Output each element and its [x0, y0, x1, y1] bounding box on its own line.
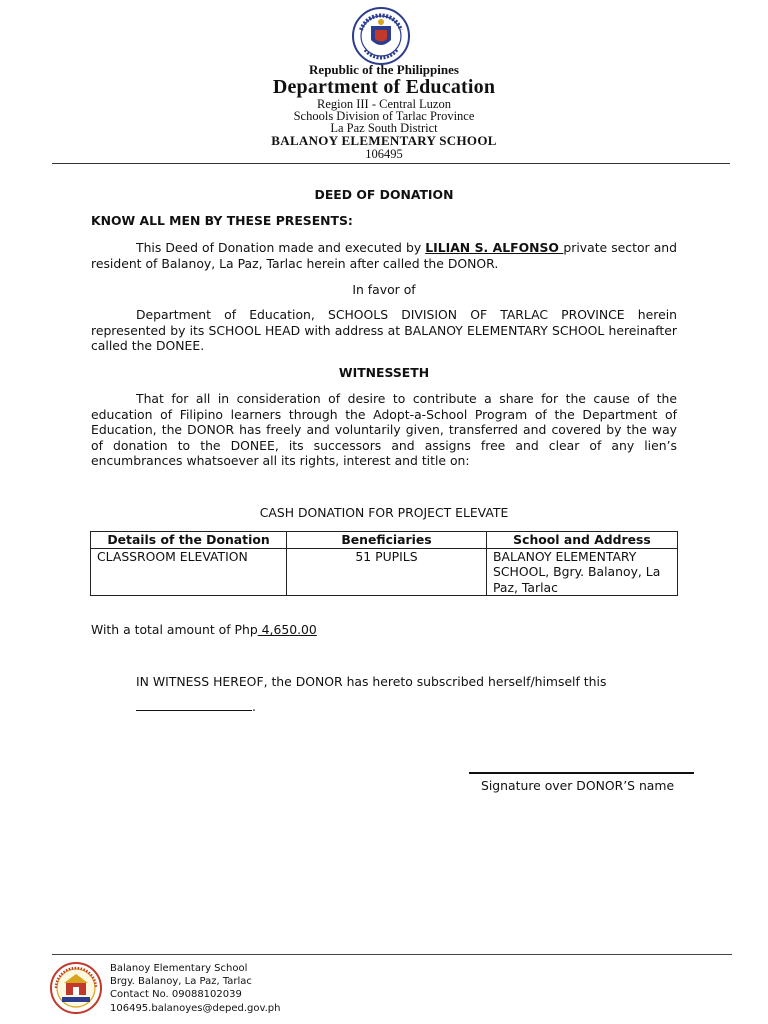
- footer-school: Balanoy Elementary School: [110, 963, 248, 974]
- date-blank: [136, 700, 252, 711]
- witnesseth-heading: WITNESSETH: [338, 365, 430, 380]
- table-header-cell: Details of the Donation: [91, 532, 287, 549]
- document-title: DEED OF DONATION: [314, 187, 454, 202]
- date-blank-period: .: [252, 699, 256, 714]
- table-row: [91, 548, 678, 596]
- header-divider: [52, 163, 730, 164]
- footer-email: 106495.balanoyes@deped.gov.ph: [110, 1002, 281, 1014]
- donation-table: [90, 531, 678, 596]
- paragraph-witnesseth: That for all in consideration of desire to contribute a share for the cause of the education of Filipino learners through the Adopt-a-School Program of the Department of Education, the DONOR has freely and voluntarily given, transferred and covered by the way of donation to the DONEE, its successors and assigns free and clear of any lien’s encumbrances whatsoever all its rights, interest and title on:: [91, 391, 677, 469]
- table-cell-school: BALANOY ELEMENTARY SCHOOL, Bgry. Balanoy, La Paz, Tarlac: [487, 548, 678, 596]
- district-line: La Paz South District: [330, 121, 438, 135]
- paragraph-donee: Department of Education, SCHOOLS DIVISION OF TARLAC PROVINCE herein represented by its SCHOOL HEAD with address at BALANOY ELEMENTARY SCHOOL hereinafter called the DONEE.: [91, 307, 677, 354]
- signature-label: Signature over DONOR’S name: [481, 778, 675, 793]
- total-label: With a total amount of Php: [91, 622, 258, 637]
- total-amount-line: [91, 622, 317, 638]
- school-id: 106495: [365, 147, 403, 161]
- school-logo: [50, 962, 102, 1014]
- table-cell-beneficiaries: 51 PUPILS: [287, 548, 487, 596]
- footer-contact: [110, 962, 280, 1015]
- footer-contact-no: Contact No. 09088102039: [110, 989, 242, 1001]
- school-name: BALANOY ELEMENTARY SCHOOL: [271, 133, 497, 148]
- p1-pre: This Deed of Donation made and executed by: [136, 240, 426, 255]
- p1-post: private sector and resident of Balanoy, La Paz, Tarlac herein after called the DONOR.: [91, 240, 678, 271]
- region-line: Region III - Central Luzon: [317, 97, 451, 111]
- department-title: Department of Education: [272, 76, 496, 98]
- table-cell-details: CLASSROOM ELEVATION: [91, 548, 287, 596]
- salutation: KNOW ALL MEN BY THESE PRESENTS:: [91, 213, 353, 228]
- deped-seal-logo: [345, 6, 417, 66]
- table-header-cell: School and Address: [487, 532, 678, 549]
- footer-divider: [52, 954, 732, 955]
- republic-line: Republic of the Philippines: [309, 62, 459, 77]
- paragraph-donor: [91, 240, 677, 271]
- total-amount: 4,650.00: [257, 622, 317, 637]
- division-line: Schools Division of Tarlac Province: [293, 109, 475, 123]
- date-blank-line: [136, 699, 256, 715]
- table-header-cell: Beneficiaries: [287, 532, 487, 549]
- in-favor-of: In favor of: [352, 282, 416, 297]
- donor-name: LILIAN S. ALFONSO: [425, 240, 564, 255]
- table-header-row: [91, 532, 678, 549]
- donation-heading: CASH DONATION FOR PROJECT ELEVATE: [259, 505, 509, 520]
- footer-address: Brgy. Balanoy, La Paz, Tarlac: [110, 976, 252, 988]
- signature-line: [469, 772, 694, 774]
- witness-line: IN WITNESS HEREOF, the DONOR has hereto subscribed herself/himself this: [136, 674, 607, 689]
